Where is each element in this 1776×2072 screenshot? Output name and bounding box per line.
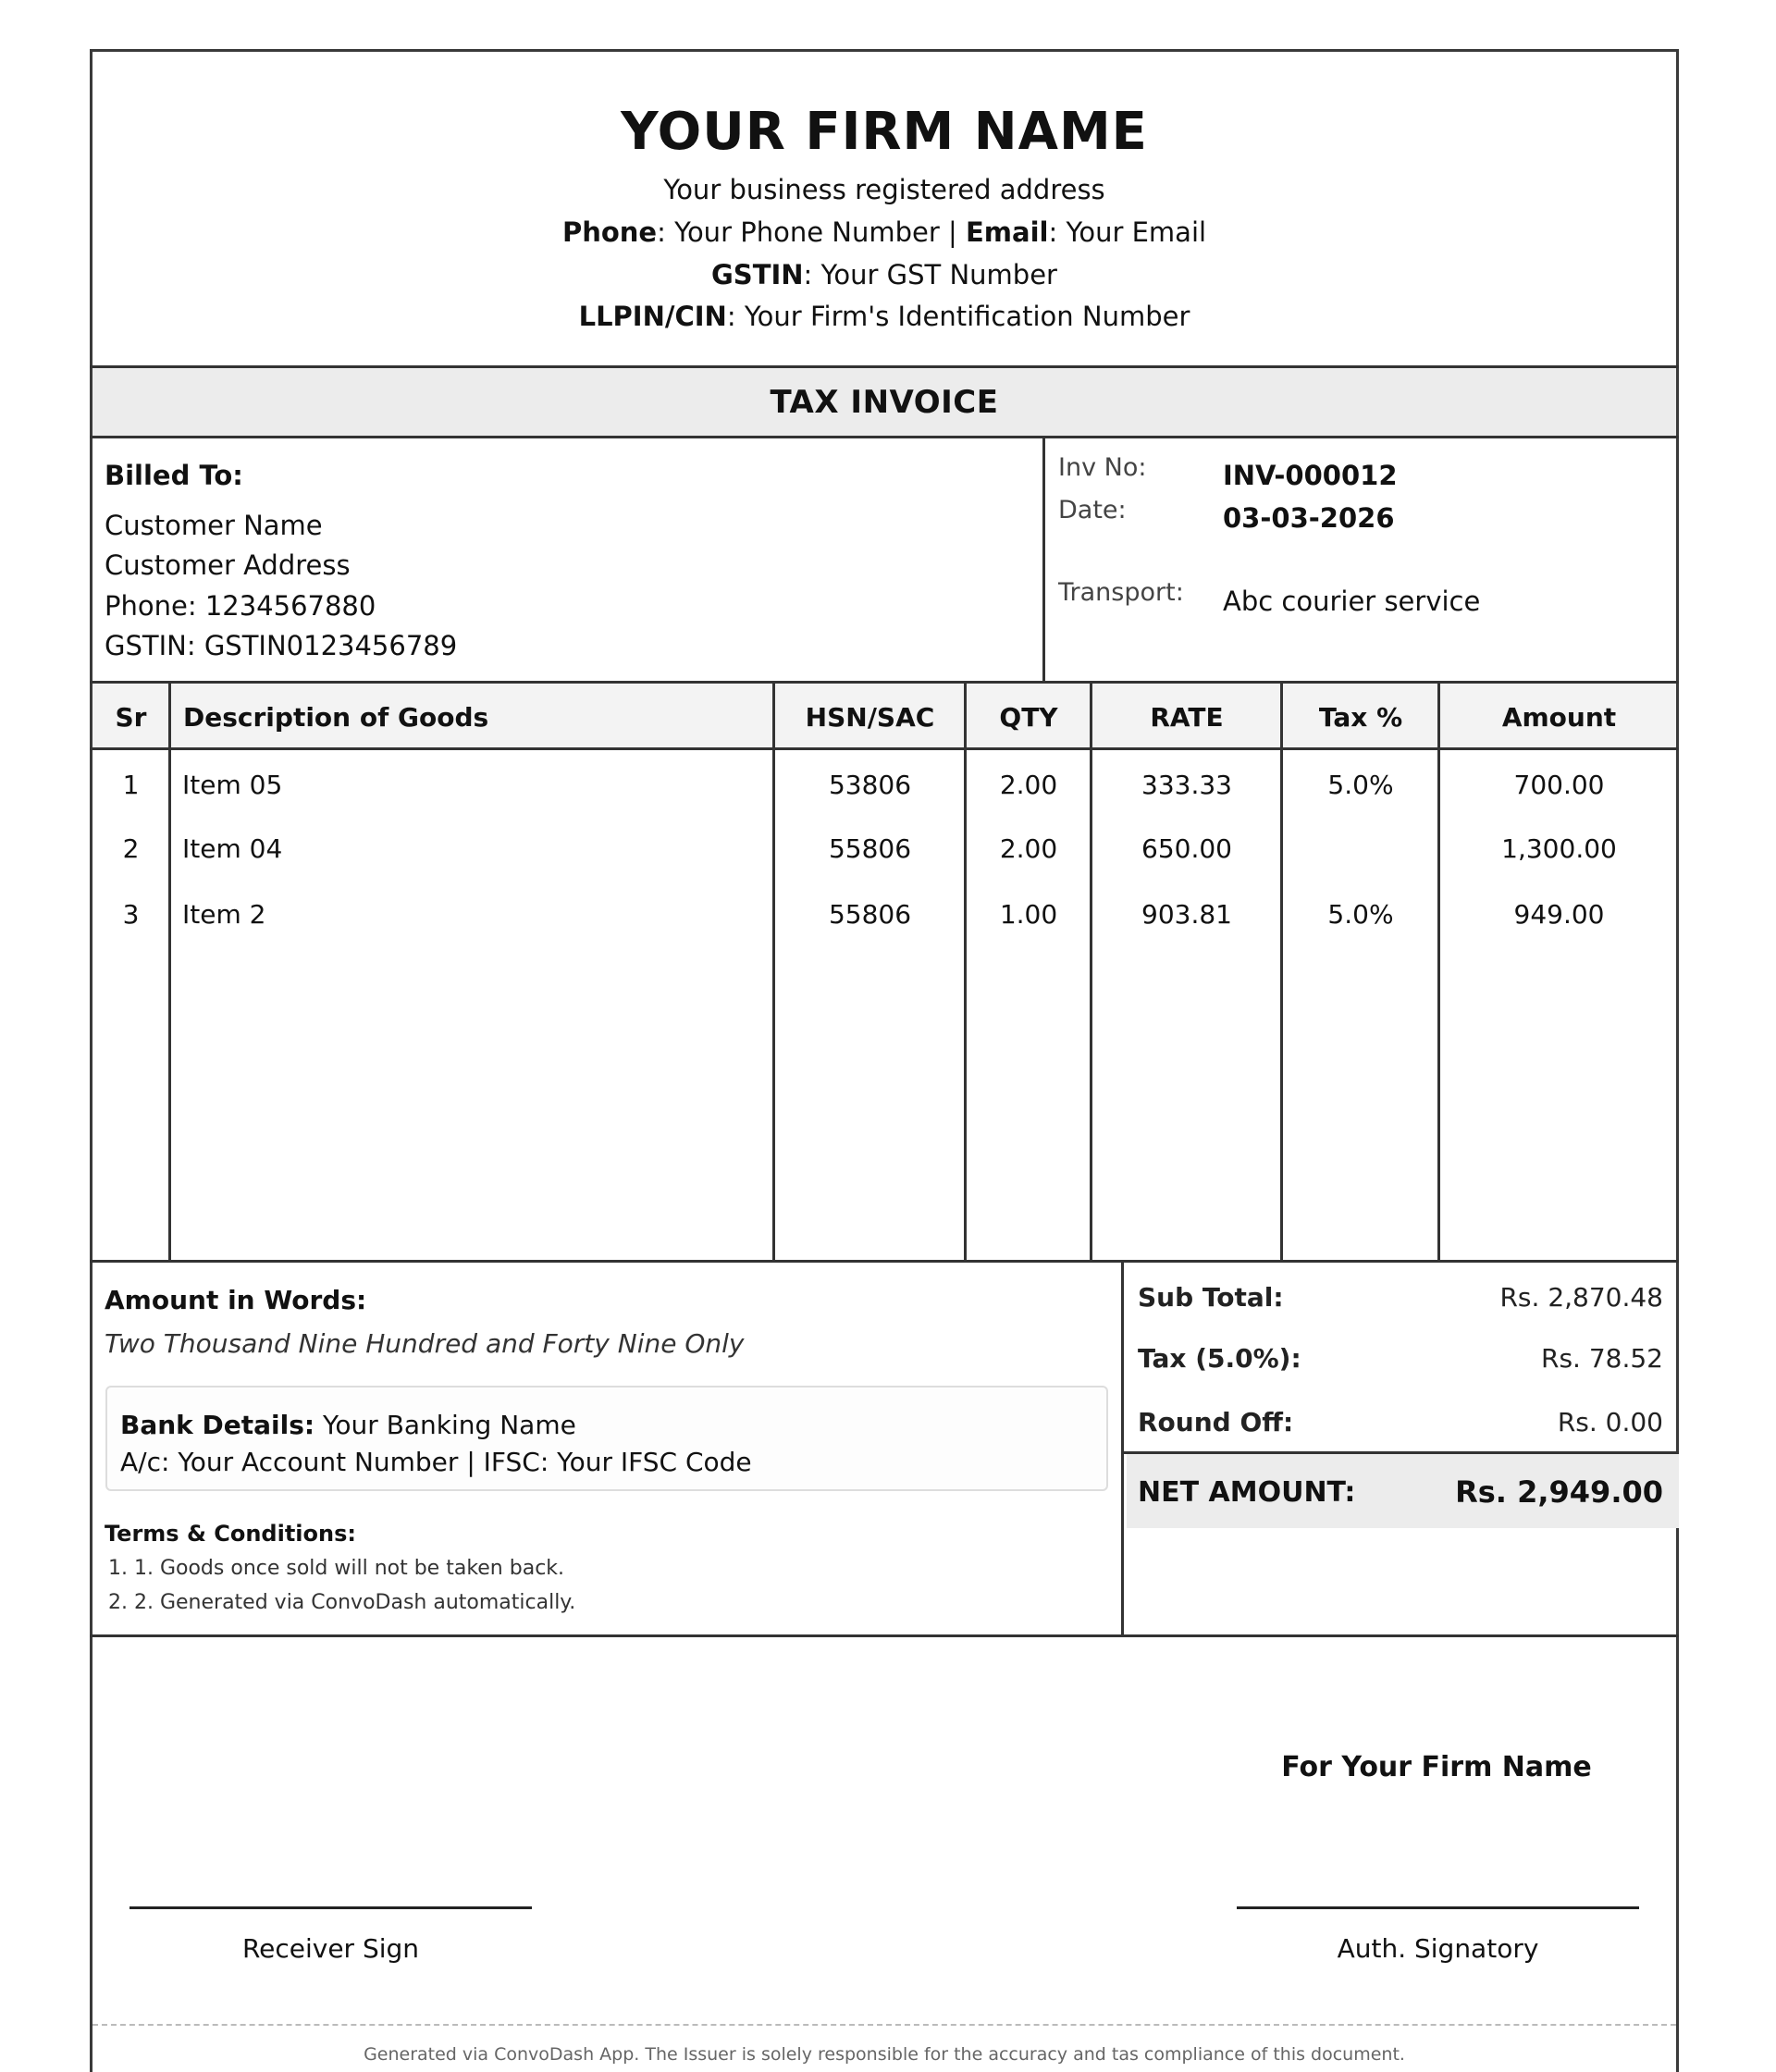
email-value: Your Email <box>1066 216 1207 248</box>
column-header-qty: QTY <box>999 702 1058 733</box>
divider <box>90 436 1679 438</box>
footer-divider <box>92 2024 1676 2026</box>
gstin-value: Your GST Number <box>820 259 1057 290</box>
cell-sr: 2 <box>122 833 140 864</box>
receiver-sign-label: Receiver Sign <box>241 1933 420 1964</box>
firm-name: YOUR FIRM NAME <box>621 102 1148 162</box>
column-header-tax: Tax % <box>1318 702 1403 733</box>
divider <box>1042 438 1045 683</box>
divider <box>90 1634 1679 1637</box>
contact-separator: | <box>947 216 957 248</box>
cell-description: Item 05 <box>182 770 283 800</box>
cell-qty: 1.00 <box>999 899 1058 930</box>
tax-label: Tax (5.0%): <box>1138 1343 1301 1374</box>
bank-name: Your Banking Name <box>323 1410 576 1440</box>
llpin-label: LLPIN/CIN <box>578 301 727 332</box>
billed-to-heading: Billed To: <box>105 460 243 491</box>
cell-hsn: 53806 <box>828 770 912 800</box>
cell-hsn: 55806 <box>828 899 912 930</box>
subtotal-label: Sub Total: <box>1138 1282 1284 1313</box>
column-header-hsn: HSN/SAC <box>805 702 935 733</box>
invoice-date-label: Date: <box>1058 496 1127 524</box>
round-off-label: Round Off: <box>1138 1407 1294 1437</box>
cell-qty: 2.00 <box>999 770 1058 800</box>
subtotal-value: Rs. 2,870.48 <box>1499 1282 1663 1313</box>
cell-description: Item 2 <box>182 899 266 930</box>
gstin-label: GSTIN <box>711 259 804 290</box>
divider <box>90 1260 1679 1263</box>
email-label: Email <box>965 216 1049 248</box>
divider <box>90 747 1679 750</box>
bank-account-line: A/c: Your Account Number | IFSC: Your IFSC Code <box>120 1447 752 1477</box>
invoice-number: INV-000012 <box>1223 460 1398 491</box>
invoice-number-label: Inv No: <box>1058 453 1147 482</box>
bank-details-line <box>120 1410 576 1440</box>
amount-in-words: Two Thousand Nine Hundred and Forty Nine Only <box>105 1328 745 1359</box>
firm-gstin-line: GSTIN: Your GST Number <box>711 259 1057 290</box>
for-firm-name: For Your Firm Name <box>1281 1751 1592 1783</box>
receiver-sign-line <box>130 1906 532 1909</box>
firm-llpin-line: LLPIN/CIN: Your Firm's Identification Number <box>578 301 1190 332</box>
term-item: 1. 1. Goods once sold will not be taken back. <box>108 1557 565 1580</box>
customer-phone: Phone: 1234567880 <box>105 590 376 622</box>
cell-qty: 2.00 <box>999 833 1058 864</box>
customer-address: Customer Address <box>105 549 351 581</box>
invoice-date: 03-03-2026 <box>1223 502 1395 534</box>
footer-note: Generated via ConvoDash App. The Issuer is solely responsible for the accuracy and tas compliance of this document. <box>364 2044 1405 2065</box>
document-title: TAX INVOICE <box>92 368 1676 437</box>
customer-name: Customer Name <box>105 510 323 541</box>
net-amount-value: Rs. 2,949.00 <box>1455 1474 1663 1510</box>
terms-heading: Terms & Conditions: <box>105 1521 356 1547</box>
divider <box>1121 1262 1124 1637</box>
transport-value: Abc courier service <box>1223 586 1481 617</box>
round-off-value: Rs. 0.00 <box>1557 1407 1663 1437</box>
cell-amount: 700.00 <box>1513 770 1605 800</box>
transport-label: Transport: <box>1058 578 1184 607</box>
cell-rate: 333.33 <box>1141 770 1232 800</box>
cell-tax: 5.0% <box>1327 899 1394 930</box>
term-item: 2. 2. Generated via ConvoDash automatically. <box>108 1591 576 1614</box>
cell-description: Item 04 <box>182 833 283 864</box>
amount-in-words-label: Amount in Words: <box>105 1285 367 1315</box>
cell-hsn: 55806 <box>828 833 912 864</box>
customer-gstin: GSTIN: GSTIN0123456789 <box>105 630 458 661</box>
column-header-sr: Sr <box>115 702 147 733</box>
cell-rate: 650.00 <box>1141 833 1232 864</box>
llpin-value: Your Firm's Identification Number <box>744 301 1190 332</box>
firm-address: Your business registered address <box>663 174 1105 205</box>
cell-rate: 903.81 <box>1141 899 1232 930</box>
column-header-rate: RATE <box>1150 702 1224 733</box>
bank-details-label: Bank Details: <box>120 1410 315 1440</box>
auth-signatory-label: Auth. Signatory <box>1337 1933 1539 1964</box>
phone-label: Phone <box>561 216 658 248</box>
net-amount-label: NET AMOUNT: <box>1138 1476 1356 1509</box>
cell-sr: 3 <box>122 899 140 930</box>
column-header-amount: Amount <box>1501 702 1617 733</box>
cell-tax: 5.0% <box>1327 770 1394 800</box>
phone-value: Your Phone Number <box>674 216 940 248</box>
firm-contact-line: Phone: Your Phone Number | Email: Your Email <box>561 216 1207 248</box>
auth-sign-line <box>1237 1906 1639 1909</box>
cell-amount: 1,300.00 <box>1501 833 1617 864</box>
divider <box>90 681 1679 684</box>
cell-amount: 949.00 <box>1513 899 1605 930</box>
cell-sr: 1 <box>122 770 140 800</box>
column-header-description: Description of Goods <box>183 702 489 733</box>
tax-value: Rs. 78.52 <box>1540 1343 1663 1374</box>
